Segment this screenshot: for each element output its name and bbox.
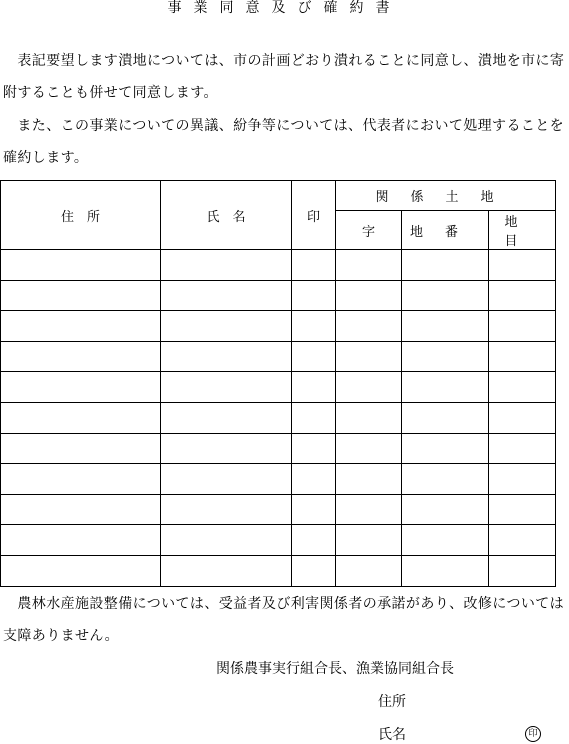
cell-seal[interactable] [292,525,336,556]
cell-seal[interactable] [292,250,336,281]
cell-aza[interactable] [336,372,402,403]
cell-lot-number[interactable] [402,525,489,556]
header-land-category: 地目 [489,211,556,250]
cell-address[interactable] [1,525,161,556]
cell-name[interactable] [161,311,292,342]
landowner-table [0,180,556,587]
cell-aza[interactable] [336,311,402,342]
cell-name[interactable] [161,372,292,403]
table-row [1,372,556,403]
cell-land-category[interactable] [489,494,556,525]
cell-name[interactable] [161,433,292,464]
header-related-land: 関係土地 [336,181,556,211]
cell-seal[interactable] [292,494,336,525]
cell-name[interactable] [161,341,292,372]
cell-aza[interactable] [336,525,402,556]
facility-paragraph: 農林水産施設整備については、受益者及び利害関係者の承諾があり、改修については支障ありません。 [3,596,565,644]
cell-aza[interactable] [336,433,402,464]
cell-land-category[interactable] [489,402,556,433]
table-row [1,250,556,281]
cell-lot-number[interactable] [402,402,489,433]
cell-name[interactable] [161,525,292,556]
cell-land-category[interactable] [489,464,556,495]
cell-name[interactable] [161,250,292,281]
cell-aza[interactable] [336,555,402,586]
cell-land-category[interactable] [489,280,556,311]
cell-aza[interactable] [336,280,402,311]
table-header-row [1,181,556,211]
header-address: 住 所 [1,181,161,250]
header-aza: 字 [336,211,402,250]
cell-name[interactable] [161,555,292,586]
cell-address[interactable] [1,555,161,586]
cell-lot-number[interactable] [402,433,489,464]
cell-lot-number[interactable] [402,250,489,281]
cell-lot-number[interactable] [402,555,489,586]
cell-lot-number[interactable] [402,311,489,342]
organization-label: 関係農事実行組合長、漁業協同組合長 [216,661,454,677]
cell-lot-number[interactable] [402,280,489,311]
cell-aza[interactable] [336,341,402,372]
cell-land-category[interactable] [489,433,556,464]
table-row [1,494,556,525]
table-body [1,250,556,587]
cell-lot-number[interactable] [402,464,489,495]
table-row [1,555,556,586]
cell-aza[interactable] [336,402,402,433]
cell-seal[interactable] [292,464,336,495]
header-seal: 印 [292,181,336,250]
cell-land-category[interactable] [489,341,556,372]
document-title: 事業同意及び確約書 [167,0,402,16]
cell-address[interactable] [1,433,161,464]
cell-address[interactable] [1,494,161,525]
cell-name[interactable] [161,494,292,525]
cell-seal[interactable] [292,372,336,403]
cell-land-category[interactable] [489,525,556,556]
commitment-paragraph: また、この事業についての異議、紛争等については、代表者において処理することを確約します。 [3,118,565,166]
cell-aza[interactable] [336,494,402,525]
cell-name[interactable] [161,280,292,311]
cell-seal[interactable] [292,311,336,342]
seal-mark: 印 [525,726,541,742]
consent-paragraph: 表記要望します潰地については、市の計画どおり潰れることに同意し、潰地を市に寄附することも併せて同意します。 [3,53,565,101]
table-row [1,525,556,556]
cell-lot-number[interactable] [402,494,489,525]
cell-aza[interactable] [336,464,402,495]
cell-seal[interactable] [292,402,336,433]
cell-address[interactable] [1,372,161,403]
name-label: 氏名 [378,727,406,743]
cell-lot-number[interactable] [402,372,489,403]
address-label: 住所 [378,694,406,710]
cell-address[interactable] [1,341,161,372]
table-row [1,464,556,495]
cell-address[interactable] [1,250,161,281]
cell-seal[interactable] [292,341,336,372]
header-lot-number: 地番 [402,211,489,250]
cell-seal[interactable] [292,555,336,586]
table-row [1,311,556,342]
cell-address[interactable] [1,280,161,311]
cell-lot-number[interactable] [402,341,489,372]
cell-land-category[interactable] [489,311,556,342]
cell-address[interactable] [1,311,161,342]
cell-name[interactable] [161,464,292,495]
table-row [1,280,556,311]
cell-address[interactable] [1,464,161,495]
cell-land-category[interactable] [489,555,556,586]
cell-name[interactable] [161,402,292,433]
cell-seal[interactable] [292,433,336,464]
table-row [1,402,556,433]
cell-land-category[interactable] [489,250,556,281]
cell-aza[interactable] [336,250,402,281]
table-row [1,433,556,464]
table-row [1,341,556,372]
cell-seal[interactable] [292,280,336,311]
header-name: 氏 名 [161,181,292,250]
cell-address[interactable] [1,402,161,433]
cell-land-category[interactable] [489,372,556,403]
